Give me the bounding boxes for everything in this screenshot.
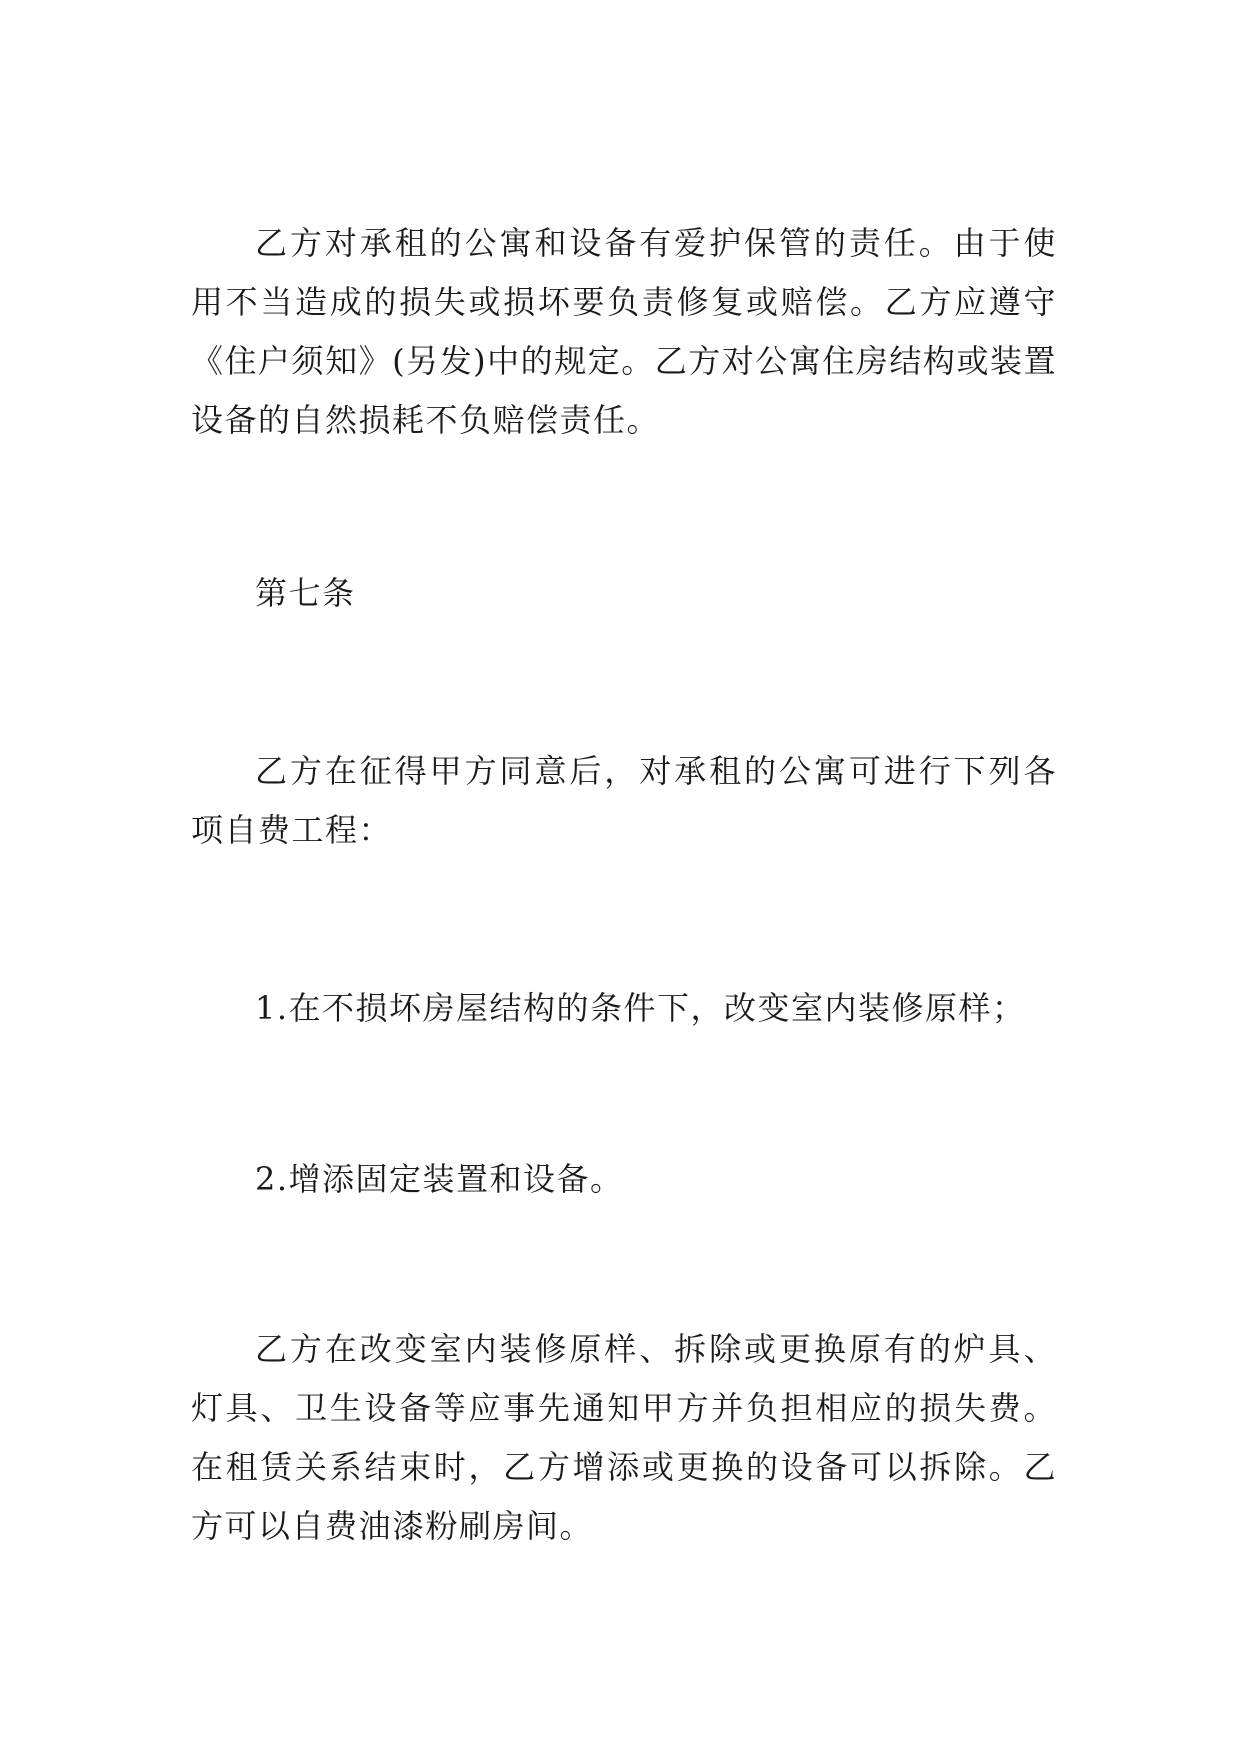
paragraph-notify-and-removal: 乙方在改变室内装修原样、拆除或更换原有的炉具、灯具、卫生设备等应事先通知甲方并负担相应的损失费。在租赁关系结束时，乙方增添或更换的设备可以拆除。乙方可以自费油漆粉刷房间。 (191, 1330, 1057, 1545)
article-heading-seven: 第七条 (255, 574, 356, 612)
paragraph-self-funded-works-intro: 乙方在征得甲方同意后，对承租的公寓可进行下列各项自费工程： (191, 752, 1057, 849)
list-item-add-fixtures: 2.增添固定装置和设备。 (255, 1160, 624, 1198)
list-item-renovation: 1.在不损坏房屋结构的条件下，改变室内装修原样； (255, 989, 1026, 1027)
paragraph-tenant-care-responsibility: 乙方对承租的公寓和设备有爱护保管的责任。由于使用不当造成的损失或损坏要负责修复或赔偿。乙方应遵守《住户须知》(另发)中的规定。乙方对公寓住房结构或装置设备的自然损耗不负赔偿责任。 (191, 224, 1057, 439)
